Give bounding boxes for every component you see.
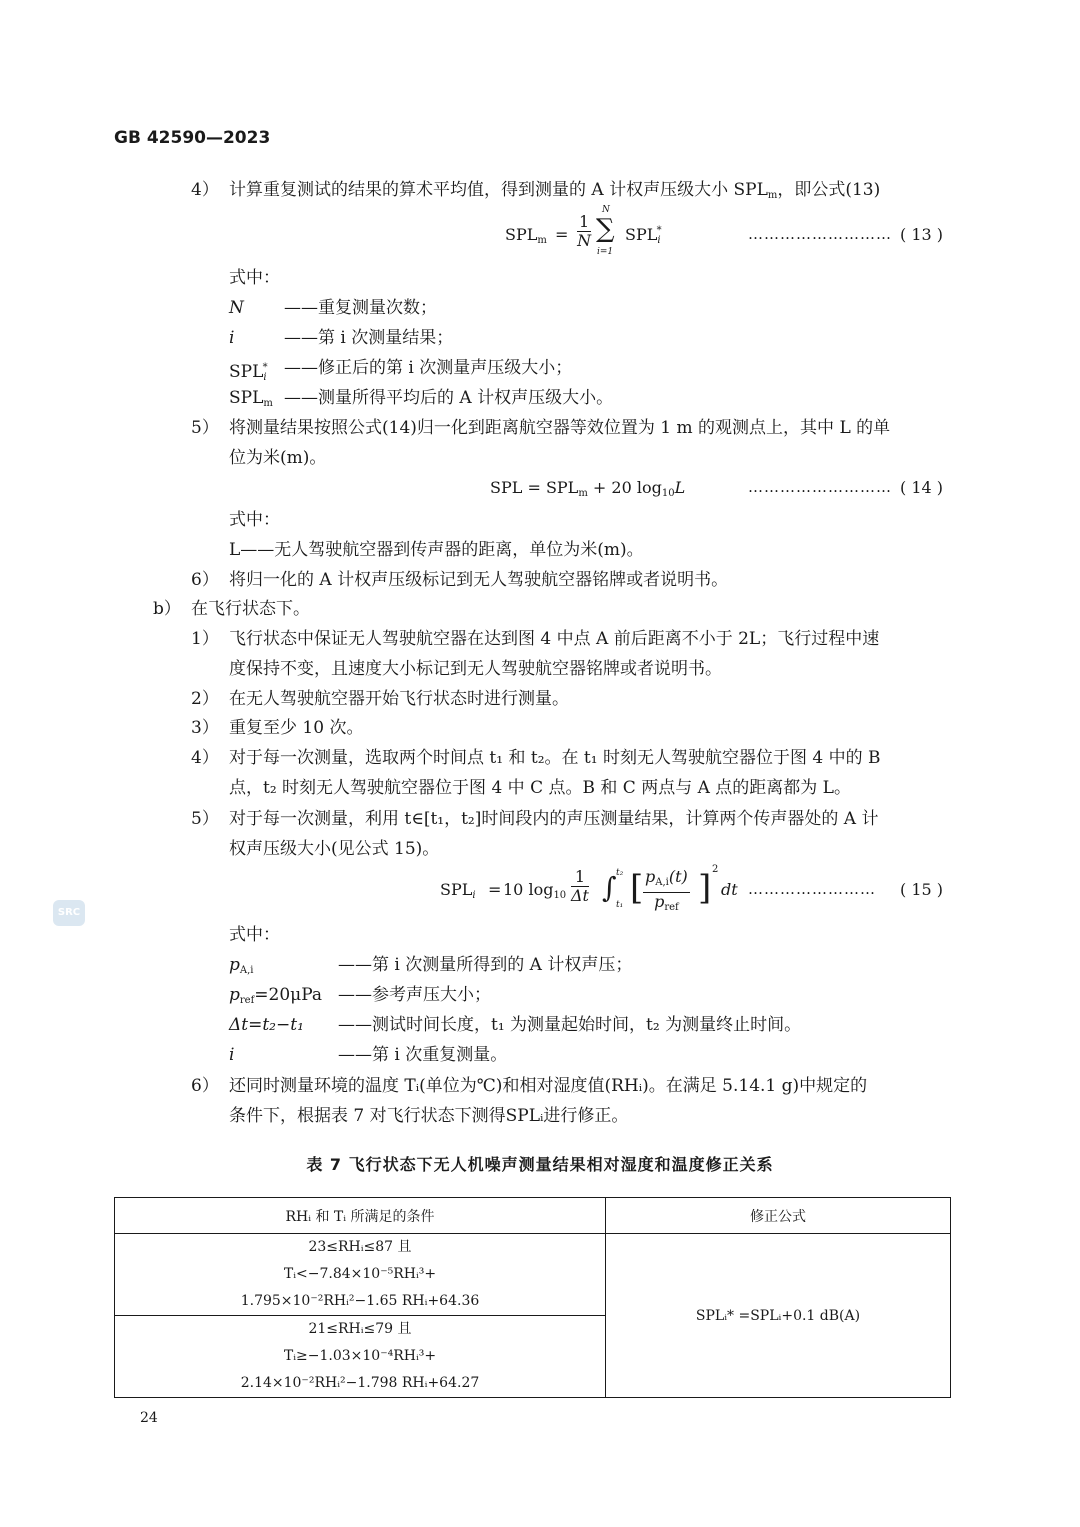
step-number: 1） bbox=[191, 629, 219, 649]
leader-dots: …………………… bbox=[748, 880, 876, 898]
symbol: $p_{A,i}$ bbox=[229, 955, 254, 976]
symbol-description: ——参考声压大小； bbox=[338, 985, 491, 1005]
table-header-conditions: RHᵢ 和 Tᵢ 所满足的条件 bbox=[115, 1198, 606, 1234]
page-number: 24 bbox=[140, 1410, 158, 1426]
table-caption: 表 7 飞行状态下无人机噪声测量结果相对湿度和温度修正关系 bbox=[306, 1155, 774, 1174]
step-b6-line1: 还同时测量环境的温度 Tᵢ(单位为℃)和相对湿度值(RHᵢ)。在满足 5.14.1 g)中规定的 bbox=[229, 1076, 868, 1096]
step-b3-text: 重复至少 10 次。 bbox=[229, 718, 364, 738]
step-number: 5） bbox=[191, 809, 219, 829]
condition-line: Tᵢ≥−1.03×10⁻⁴RHᵢ³+ bbox=[283, 1348, 437, 1364]
step-a6-text: 将归一化的 A 计权声压级标记到无人驾驶航空器铭牌或者说明书。 bbox=[229, 570, 729, 590]
symbol: $p_{ref}=20\mu Pa$ bbox=[229, 985, 323, 1006]
symbol-description: ——修正后的第 i 次测量声压级大小； bbox=[284, 358, 573, 378]
symbol: N bbox=[229, 298, 244, 318]
equation-14: SPL = $SPL_m + 20$ $\log_{10}L$ bbox=[490, 478, 686, 499]
table-row bbox=[115, 1234, 606, 1316]
symbol: i bbox=[229, 328, 235, 348]
table-row bbox=[115, 1316, 606, 1398]
symbol: i bbox=[229, 1045, 235, 1065]
step-b4-line2: 点，t₂ 时刻无人驾驶航空器位于图 4 中 C 点。B 和 C 两点与 A 点的距离都为 L。 bbox=[229, 778, 851, 798]
symbol-description: ——重复测量次数； bbox=[284, 298, 437, 318]
step-b5-line1: 对于每一次测量，利用 t∈[t₁，t₂]时间段内的声压测量结果，计算两个传声器处的 A 计 bbox=[229, 809, 879, 829]
symbol-description: ——第 i 次测量结果； bbox=[284, 328, 454, 348]
step-number: 4） bbox=[191, 180, 219, 200]
symbol-description: ——第 i 次测量所得到的 A 计权声压； bbox=[338, 955, 633, 975]
where-title: 式中： bbox=[229, 510, 280, 530]
src-logo: SRC bbox=[53, 900, 85, 926]
step-number: 5） bbox=[191, 418, 219, 438]
step-number: 6） bbox=[191, 1076, 219, 1096]
step-a4-text: 计算重复测试的结果的算术平均值，得到测量的 A 计权声压级大小 $SPL_m$，即公式(13) bbox=[229, 180, 881, 201]
symbol-description: ——第 i 次重复测量。 bbox=[338, 1045, 508, 1065]
where-title: 式中： bbox=[229, 268, 280, 288]
step-a5-line2: 位为米(m)。 bbox=[229, 448, 327, 468]
step-number: 3） bbox=[191, 718, 219, 738]
condition-line: 23≤RHᵢ≤87 且 bbox=[308, 1239, 412, 1255]
correction-table bbox=[114, 1197, 951, 1398]
symbol-description: L——无人驾驶航空器到传声器的距离，单位为米(m)。 bbox=[229, 540, 644, 560]
standard-number: GB 42590—2023 bbox=[114, 128, 271, 148]
condition-line: 21≤RHᵢ≤79 且 bbox=[308, 1321, 412, 1337]
step-b2-text: 在无人驾驶航空器开始飞行状态时进行测量。 bbox=[229, 689, 569, 709]
step-b1-line2: 度保持不变，且速度大小标记到无人驾驶航空器铭牌或者说明书。 bbox=[229, 659, 722, 679]
equation-label-15: ( 15 ) bbox=[900, 880, 944, 899]
symbol: $SPL_m$ bbox=[229, 388, 273, 409]
symbol-description: ——测量所得平均后的 A 计权声压级大小。 bbox=[284, 388, 614, 408]
correction-formula: SPLᵢ* =SPLᵢ+0.1 dB(A) bbox=[606, 1234, 951, 1398]
step-b4-line1: 对于每一次测量，选取两个时间点 t₁ 和 t₂。在 t₁ 时刻无人驾驶航空器位于图 4 中的 B bbox=[229, 748, 881, 768]
step-a5-line1: 将测量结果按照公式(14)归一化到距离航空器等效位置为 1 m 的观测点上，其中 L 的单 bbox=[229, 418, 891, 438]
symbol: $SPL_i^*$ bbox=[229, 362, 268, 383]
symbol-description: ——测试时间长度，t₁ 为测量起始时间，t₂ 为测量终止时间。 bbox=[338, 1015, 802, 1035]
equation-15: $SPL_i$ = 10 $\log_{10}$ $\frac{1}{\Delta t}$ t₂ ∫ t₁ [ $p_{A,i}(t)$ $p_{ref}$ ] 2 dt bbox=[440, 864, 738, 913]
step-number: 6） bbox=[191, 570, 219, 590]
step-number: 4） bbox=[191, 748, 219, 768]
step-b1-line1: 飞行状态中保证无人驾驶航空器在达到图 4 中点 A 前后距离不小于 2L；飞行过程中速 bbox=[229, 629, 880, 649]
condition-line: 1.795×10⁻²RHᵢ²−1.65 RHᵢ+64.36 bbox=[240, 1293, 480, 1309]
step-number: 2） bbox=[191, 689, 219, 709]
condition-line: 2.14×10⁻²RHᵢ²−1.798 RHᵢ+64.27 bbox=[240, 1375, 480, 1391]
where-title: 式中： bbox=[229, 925, 280, 945]
condition-line: Tᵢ<−7.84×10⁻⁵RHᵢ³+ bbox=[283, 1266, 437, 1282]
leader-dots: ……………………… bbox=[748, 225, 892, 243]
equation-label-13: ( 13 ) bbox=[900, 225, 944, 244]
symbol: Δt=t₂−t₁ bbox=[229, 1015, 304, 1035]
section-number: b） bbox=[153, 599, 181, 619]
equation-label-14: ( 14 ) bbox=[900, 478, 944, 497]
section-b-text: 在飞行状态下。 bbox=[191, 599, 310, 619]
step-b6-line2: 条件下，根据表 7 对飞行状态下测得SPLᵢ进行修正。 bbox=[229, 1106, 629, 1126]
step-b5-line2: 权声压级大小(见公式 15)。 bbox=[229, 839, 440, 859]
table-header-formula: 修正公式 bbox=[606, 1198, 951, 1234]
leader-dots: ……………………… bbox=[748, 478, 892, 496]
